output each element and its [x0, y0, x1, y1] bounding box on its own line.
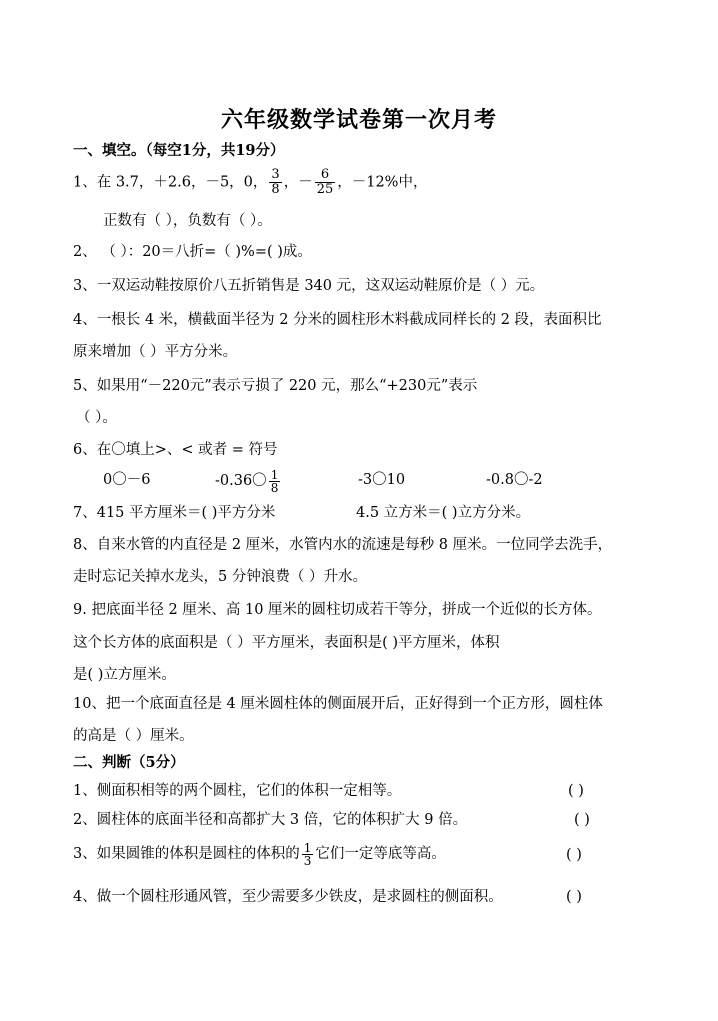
- q1-fraction-2: $\frac{6}{25}$: [316, 167, 334, 197]
- question-4-line1: 4、一根长 4 米，横截面半径为 2 分米的圆柱形木料截成同样长的 2 段，表面积比: [73, 312, 602, 328]
- judge-3-blank: ( ): [566, 847, 582, 863]
- question-4-line2: 原来增加（ ）平方分米。: [73, 344, 238, 360]
- question-7-b: 4.5 立方米＝( )立方分米。: [356, 505, 531, 521]
- question-10-line2: 的高是（ ）厘米。: [73, 728, 194, 744]
- question-3: 3、一双运动鞋按原价八五折销售是 340 元，这双运动鞋原价是（ ）元。: [73, 278, 545, 294]
- question-10-line1: 10、把一个底面直径是 4 厘米圆柱体的侧面展开后，正好得到一个正方形，圆柱体: [73, 696, 603, 712]
- question-8-line1: 8、自来水管的内直径是 2 厘米，水管内水的流速是每秒 8 厘米。一位同学去洗手，: [73, 537, 613, 553]
- judge-3-fraction: $\frac{1}{3}$: [303, 840, 312, 868]
- judge-3-text: 3、如果圆锥的体积是圆柱的体积的 $\frac{1}{3}$ 它们一定等底等高。: [73, 840, 446, 868]
- q1-fraction-1: $\frac{3}{8}$: [271, 167, 280, 197]
- question-5-line1: 5、如果用“－220元”表示亏损了 220 元，那么“+230元”表示: [73, 378, 478, 394]
- question-9-line2: 这个长方体的底面积是（ ）平方厘米，表面积是( )平方厘米，体积: [73, 635, 500, 651]
- section1-heading: 一、填空。（每空1分，共19分）: [73, 142, 285, 159]
- q1-start: 1、在 3.7，＋2.6，－5，0，: [73, 174, 268, 191]
- question-9-line1: 9. 把底面半径 2 厘米、高 10 厘米的圆柱切成若干等分，拼成一个近似的长方体。: [73, 602, 602, 618]
- judge-2-blank: ( ): [574, 812, 590, 828]
- question-1-line1: [73, 168, 427, 197]
- question-5-line2: （ ）。: [76, 410, 117, 426]
- q1-end: ，－12%中，: [337, 174, 428, 191]
- question-6-c: -3〇10: [358, 472, 406, 488]
- q1-mid: ，－: [283, 174, 313, 191]
- section2-heading: 二、判断（5分）: [73, 754, 185, 771]
- question-6-d: -0.8〇-2: [486, 472, 543, 488]
- question-7-a: 7、415 平方厘米＝( )平方分米: [73, 505, 276, 521]
- question-8-line2: 走时忘记关掉水龙头，5 分钟浪费（ ）升水。: [73, 569, 367, 585]
- q6-fraction: $\frac{1}{8}$: [270, 467, 279, 495]
- judge-4-text: 4、做一个圆柱形通风管，至少需要多少铁皮，是求圆柱的侧面积。: [73, 889, 503, 905]
- question-2: 2、 （ ）：20＝八折=（ )%=( )成。: [73, 244, 312, 260]
- page-title: 六年级数学试卷第一次月考: [220, 107, 497, 133]
- judge-1-blank: ( ): [568, 783, 584, 799]
- question-6-b: -0.36〇 $\frac{1}{8}$: [215, 467, 279, 495]
- question-1-line2: 正数有（ ），负数有（ ）。: [103, 213, 272, 229]
- judge-2-text: 2、圆柱体的底面半径和高都扩大 3 倍，它的体积扩大 9 倍。: [73, 812, 468, 828]
- question-6-line1: 6、在〇填上>、< 或者 = 符号: [73, 442, 278, 458]
- judge-4-blank: ( ): [566, 889, 582, 905]
- question-9-line3: 是( )立方厘米。: [73, 667, 176, 683]
- judge-1-text: 1、侧面积相等的两个圆柱，它们的体积一定相等。: [73, 783, 402, 799]
- question-6-a: 0〇－6: [103, 472, 151, 488]
